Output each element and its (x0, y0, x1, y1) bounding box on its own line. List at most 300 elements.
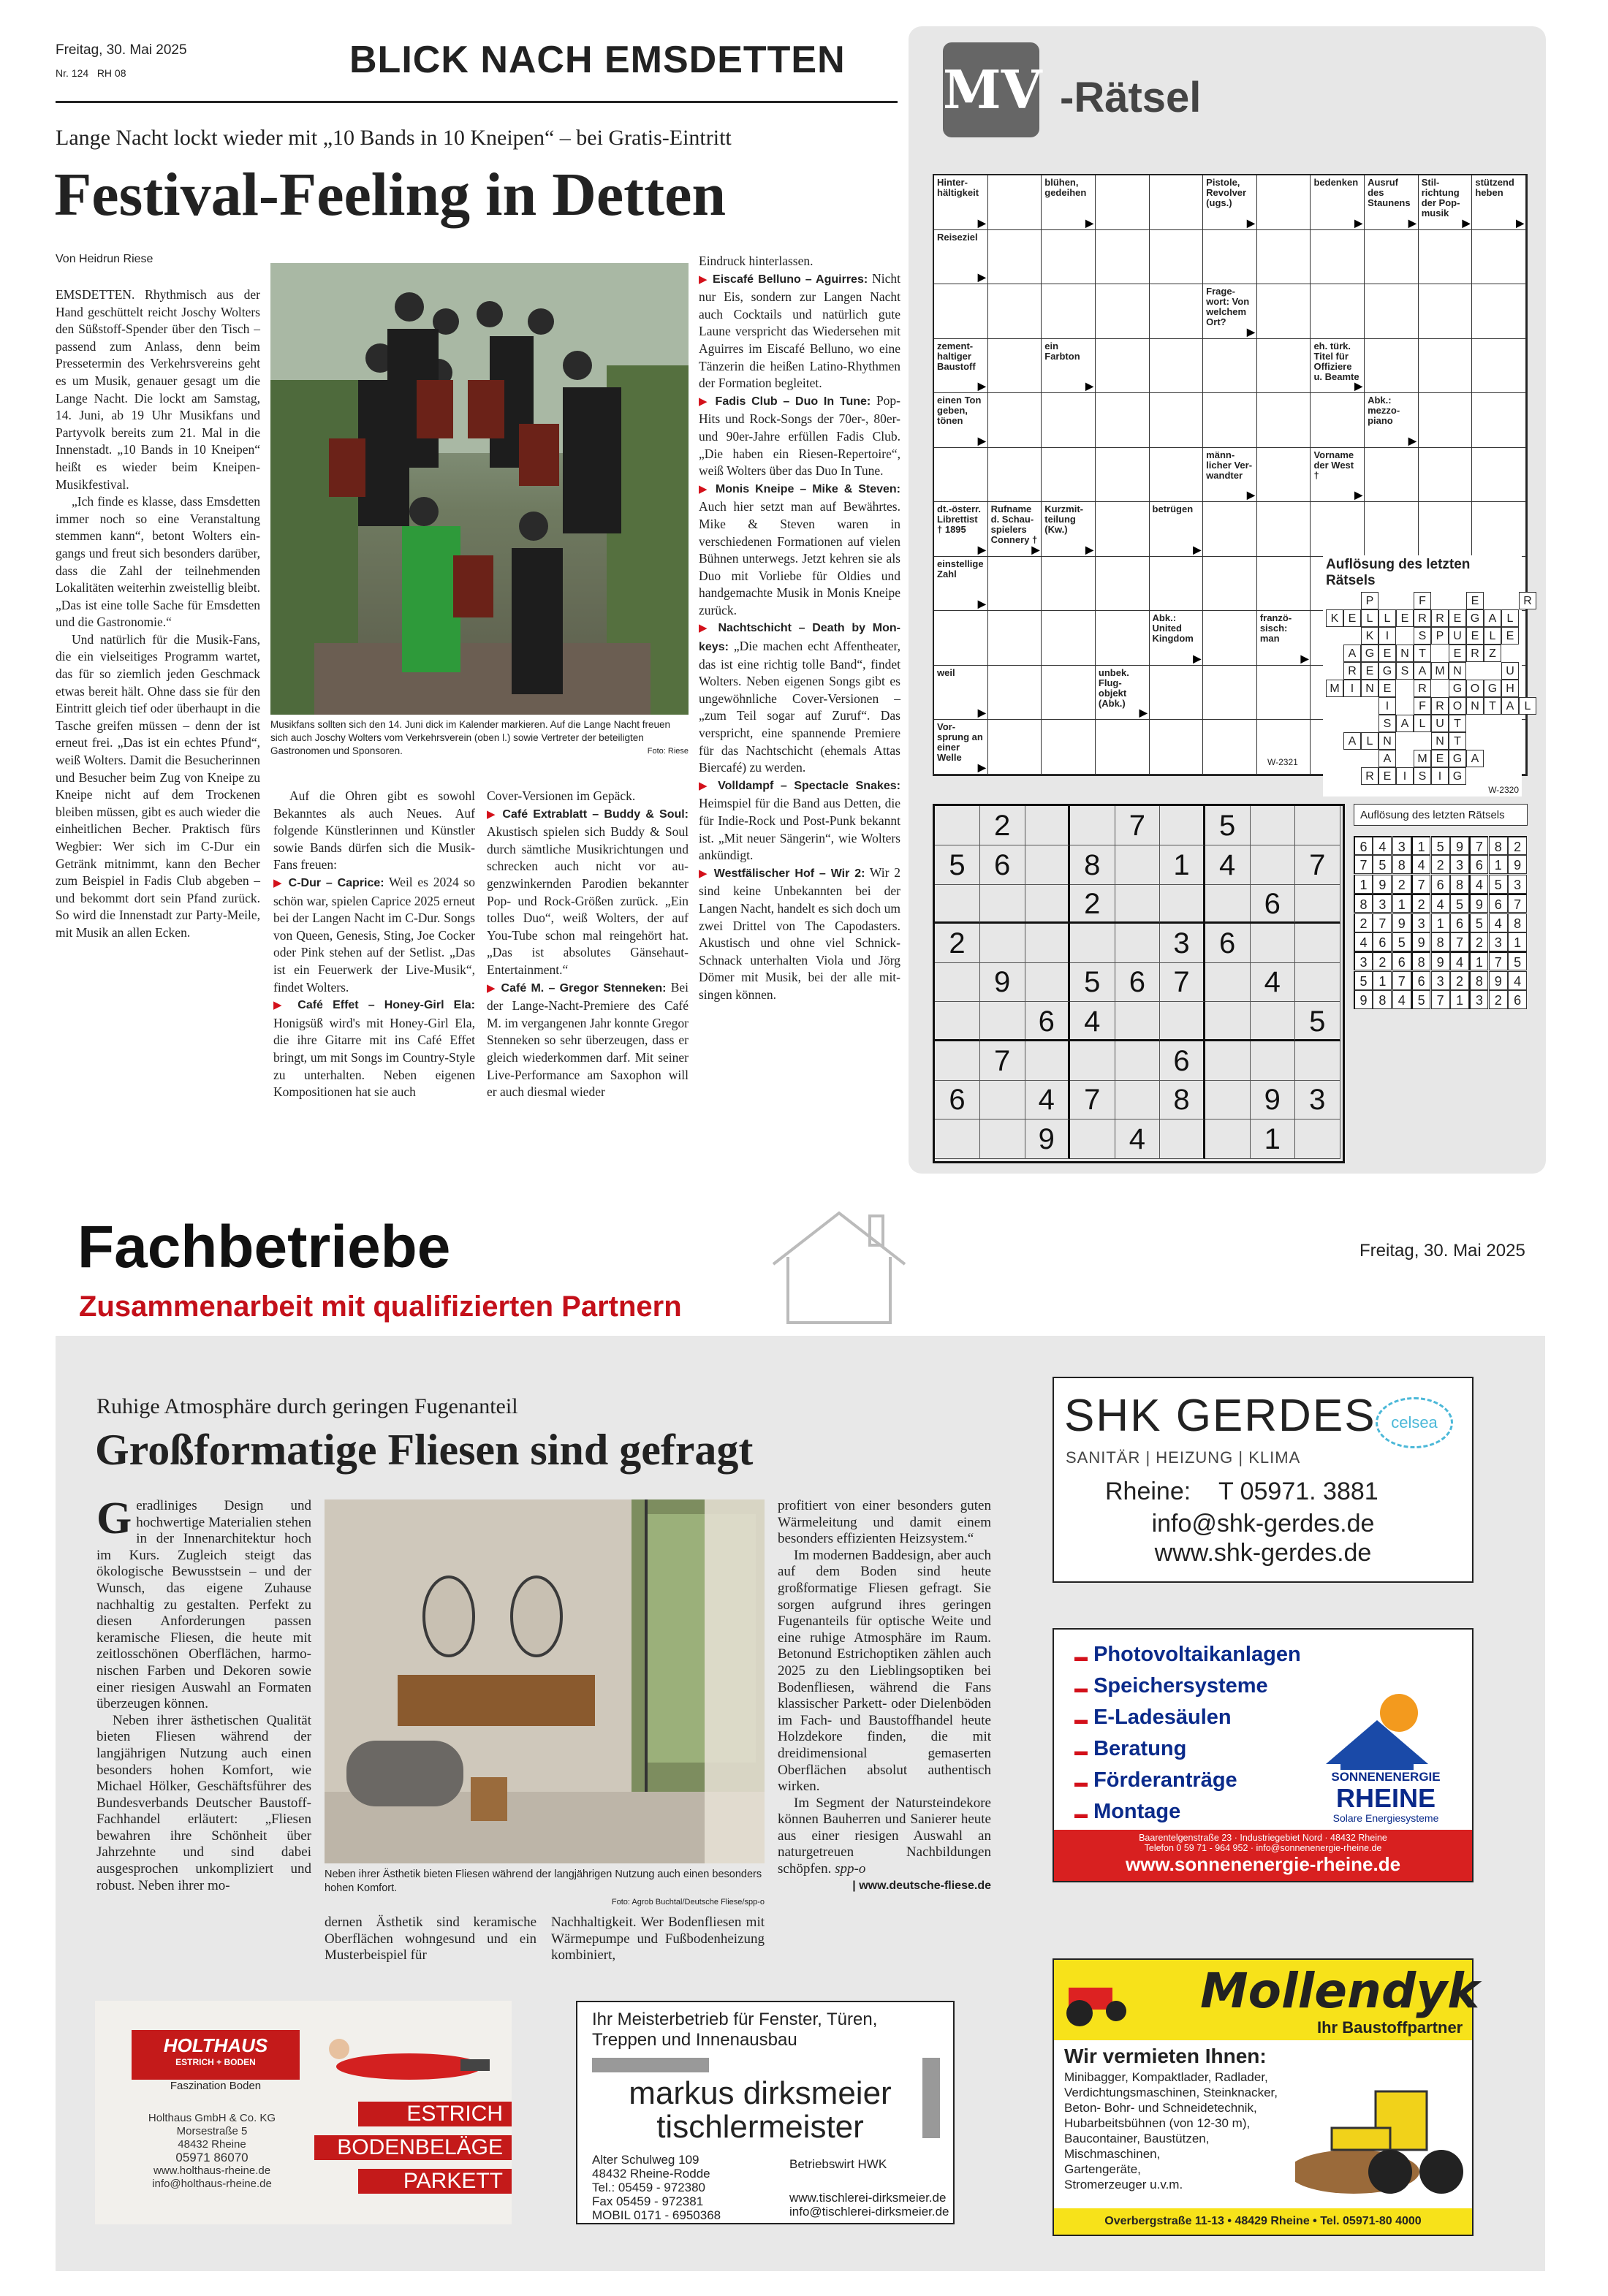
photo-caption: Musikfans sollten sich den 14. Juni dick im Kalender markieren. Auf die Lange Nacht freuen sich auch Joschy Wolters vom Verkehrsverein (oben l.) sowie Vertreter der beteiligten Gastronomen und Sponsoren. Foto: Riese (270, 719, 689, 756)
crossword-clue: französisch: man ▶ (1257, 611, 1311, 666)
article-column-3 (487, 788, 689, 1101)
sudoku-cell[interactable]: 7 (1160, 962, 1205, 1002)
crossword-cell (988, 230, 1042, 285)
dirksmeier-logo-bar (592, 2058, 709, 2072)
sudoku-cell[interactable]: 9 (1250, 1080, 1295, 1120)
ad-mollendyk[interactable] (1053, 1958, 1480, 2236)
crossword-clue: betrügen ▶ (1150, 502, 1204, 557)
paragraph: Auf die Ohren gibt es sowohl Bekanntes als auch Neues. Auf folgende Künstlerinnen und Künstler sowie Bands dürfen sich die Musik-Fans freuen: (273, 788, 475, 873)
crossword-cell (1257, 284, 1311, 339)
sudoku-solution-cell: 7 (1411, 875, 1430, 894)
sudoku-solution-cell: 4 (1354, 932, 1373, 951)
sudoku-solution-cell: 5 (1411, 990, 1430, 1009)
sudoku-solution-cell: 1 (1431, 913, 1450, 932)
sudoku-cell[interactable] (1070, 806, 1115, 845)
crossword-clue: einen Ton geben, tönen ▶ (934, 393, 988, 448)
sudoku-cell[interactable]: 4 (1115, 1120, 1160, 1159)
paragraph: Eindruck hinterlassen. (699, 254, 814, 268)
crossword-cell (1203, 230, 1257, 285)
sudoku-cell[interactable] (1295, 1120, 1340, 1159)
sudoku-solution-cell: 8 (1489, 836, 1508, 855)
article-author: Von Heidrun Riese (56, 253, 153, 265)
crossword-cell (1150, 448, 1204, 503)
shk-sub: SANITÄR | HEIZUNG | KLIMA (1066, 1448, 1301, 1467)
sudoku-cell[interactable] (1070, 1041, 1115, 1081)
sudoku-solution-cell: 6 (1450, 913, 1469, 932)
sudoku-cell[interactable]: 7 (980, 1041, 1025, 1081)
mv-logo: MV (943, 42, 1039, 137)
arrow-right-icon: ▶ (1139, 707, 1148, 719)
sudoku-cell[interactable] (935, 962, 980, 1002)
header-rule (56, 101, 898, 103)
sudoku-cell[interactable]: 5 (1295, 1002, 1340, 1041)
solution-letter: L (1361, 609, 1378, 627)
ad-holthaus[interactable] (95, 2001, 512, 2224)
sudoku-cell[interactable]: 6 (1160, 1041, 1205, 1081)
solar-brand-3: Solare Energiesysteme (1332, 1812, 1439, 1824)
issue-date: Freitag, 30. Mai 2025 (56, 42, 187, 58)
sudoku-cell[interactable]: 5 (1205, 806, 1251, 845)
sudoku-cell[interactable] (1160, 1002, 1205, 1041)
service-item: BODENBELÄGE (314, 2135, 512, 2160)
sudoku-cell[interactable]: 7 (1295, 845, 1340, 885)
crossword-cell (988, 448, 1042, 503)
sudoku-cell[interactable]: 6 (1205, 924, 1251, 963)
sudoku-cell[interactable]: 6 (1250, 884, 1295, 924)
solution-letter: A (1501, 697, 1519, 715)
solution-letter: E (1343, 609, 1361, 627)
solar-services (1074, 1640, 1301, 1828)
crossword-clue: Abk.: United Kingdom ▶ (1150, 611, 1204, 666)
arrow-right-icon: ▶ (1085, 380, 1093, 392)
sudoku-cell[interactable] (1025, 924, 1070, 963)
sudoku-cell[interactable] (1070, 924, 1115, 963)
crossword-cell (1150, 393, 1204, 448)
crossword-cell (934, 448, 988, 503)
sudoku-cell[interactable]: 5 (1070, 962, 1115, 1002)
sudoku-solution-cell: 5 (1373, 855, 1392, 874)
solution-letter: I (1378, 697, 1396, 715)
sudoku-solution-cell: 8 (1354, 894, 1373, 913)
solution-letter: S (1414, 627, 1431, 645)
sudoku-cell[interactable] (1205, 1002, 1251, 1041)
crossword-cell (1257, 230, 1311, 285)
solution-letter: O (1466, 680, 1484, 697)
crossword-cell (1311, 284, 1365, 339)
sudoku-cell[interactable] (935, 1041, 980, 1081)
sudoku-cell[interactable] (1205, 1080, 1251, 1120)
solution-letter: T (1449, 732, 1466, 750)
sudoku-cell[interactable] (1025, 962, 1070, 1002)
sudoku-cell[interactable]: 8 (1070, 845, 1115, 885)
sudoku-cell[interactable] (1295, 884, 1340, 924)
sudoku-cell[interactable]: 4 (1025, 1080, 1070, 1120)
dirksmeier-contact: Alter Schulweg 109 48432 Rheine-Rodde Tel.: 05459 - 972380 Fax 05459 - 972381 MOBIL 0171 - 6950368 (592, 2153, 721, 2222)
crossword-cell (1203, 557, 1257, 612)
dirksmeier-logo-bar (922, 2058, 940, 2138)
ad-sonnenenergie[interactable] (1053, 1628, 1474, 1882)
solution-letter: A (1414, 662, 1431, 680)
sudoku-solution-cell: 6 (1392, 951, 1411, 970)
sudoku-cell[interactable] (1115, 1041, 1160, 1081)
sudoku-solution-cell: 1 (1392, 894, 1411, 913)
sudoku-solution-cell: 8 (1411, 951, 1430, 970)
sudoku-cell[interactable]: 5 (935, 845, 980, 885)
sudoku-solution-cell: 5 (1469, 913, 1488, 932)
sudoku-cell[interactable]: 2 (935, 924, 980, 963)
sudoku-solution-cell: 5 (1450, 894, 1469, 913)
solar-web[interactable]: www.sonnenenergie-rheine.de (1125, 1853, 1401, 1875)
sudoku-cell[interactable] (1025, 806, 1070, 845)
sudoku-cell[interactable] (1295, 962, 1340, 1002)
holthaus-logo: HOLTHAUS ESTRICH + BODEN (132, 2030, 300, 2080)
sudoku-solution-cell: 8 (1373, 990, 1392, 1009)
sudoku-solution-cell: 3 (1411, 913, 1430, 932)
sudoku-cell[interactable] (1295, 1041, 1340, 1081)
crossword-clue: ein Farbton ▶ (1042, 339, 1096, 394)
tractor-icon (1061, 1966, 1142, 2031)
fliesen-column-4 (778, 1498, 991, 1894)
sudoku-cell[interactable] (1115, 884, 1160, 924)
sudoku-cell[interactable]: 7 (1070, 1080, 1115, 1120)
solution-letter: R (1466, 645, 1484, 662)
solution-letter: I (1431, 767, 1449, 785)
solar-brand-1: SONNENENERGIE (1331, 1770, 1441, 1784)
sudoku-solution-cell: 7 (1431, 990, 1450, 1009)
solution-letter: P (1361, 592, 1378, 609)
crossword-cell (1203, 611, 1257, 666)
sudoku-solution-cell: 8 (1431, 932, 1450, 951)
crossword-cell (1365, 284, 1419, 339)
sudoku-solution-cell: 5 (1489, 875, 1508, 894)
crossword-cell (1257, 175, 1311, 230)
solar-footer (1054, 1830, 1472, 1881)
article-column-2 (273, 788, 475, 1101)
crossword-cell (1311, 230, 1365, 285)
article-headline: Festival-Feeling in Detten (54, 161, 727, 229)
solution-letter: E (1449, 645, 1466, 662)
sudoku-cell[interactable]: 4 (1205, 845, 1251, 885)
sudoku-cell[interactable] (935, 806, 980, 845)
sudoku-cell[interactable] (1160, 884, 1205, 924)
crossword-clue: Reiseziel ▶ (934, 230, 988, 285)
sudoku-solution-cell: 1 (1508, 932, 1527, 951)
sudoku-cell[interactable] (980, 1120, 1025, 1159)
service-item: ▬ Förderanträge (1074, 1768, 1237, 1792)
list-item: Beton- Bohr- und Schneidetechnik, (1064, 2101, 1257, 2115)
sudoku-solution-cell: 9 (1450, 836, 1469, 855)
sudoku-solution-cell: 4 (1431, 894, 1450, 913)
sudoku-solution-cell: 3 (1450, 855, 1469, 874)
sudoku-cell[interactable] (1295, 924, 1340, 963)
sudoku-solution-cell: 7 (1469, 836, 1488, 855)
sudoku-cell[interactable]: 2 (1070, 884, 1115, 924)
crossword-cell (1150, 666, 1204, 721)
crossword-clue: Vorname der West † ▶ (1311, 448, 1365, 503)
crossword-clue: bedenken ▶ (1311, 175, 1365, 230)
solar-contact: Telefon 0 59 71 - 964 952 · info@sonnenenergie-rheine.de (1144, 1843, 1382, 1853)
crossword-cell (1150, 284, 1204, 339)
solution-letter: L (1484, 627, 1501, 645)
paragraph: Neben ihrer ästhetischen Qualität bieten Fliesen während der langjährigen Nutzung auch einen besonders hohen Komfort, wie Michael Hölker, Geschäftsführer des Bundesverbands Deutscher Baustoff-Fachhandel erläutert: „Fliesen bewahren ihre Schönheit über Jahrzehnte und sind dabei ausgesprochen unkompliziert und robust. Neben ihrer mo- (96, 1712, 311, 1893)
solution-letter: N (1378, 732, 1396, 750)
list-item: Verdichtungsmaschinen, Steinknacker, (1064, 2086, 1278, 2099)
crossword-cell (1257, 339, 1311, 394)
shk-web[interactable]: www.shk-gerdes.de (1154, 1539, 1372, 1567)
crossword-clue: Pistole, Revolver (ugs.) ▶ (1203, 175, 1257, 230)
arrow-right-icon: ▶ (1300, 652, 1309, 664)
sudoku-cell[interactable] (1250, 806, 1295, 845)
crossword-cell (1472, 230, 1526, 285)
sudoku-cell[interactable]: 3 (1295, 1080, 1340, 1120)
crossword-cell (1365, 339, 1419, 394)
sudoku-cell[interactable] (935, 1002, 980, 1041)
sudoku-solution-cell: 2 (1469, 932, 1488, 951)
sudoku-cell[interactable] (980, 1002, 1025, 1041)
paragraph: dernen Ästhetik sind keramische Oberflächen wohngesund und ein Musterbeispiel für (325, 1915, 536, 1964)
crossword-cell (1365, 502, 1419, 557)
sudoku-solution-cell: 6 (1411, 971, 1430, 990)
crossword-clue: Fragewort: Von welchem Ort? ▶ (1203, 284, 1257, 339)
sudoku-solution-cell: 3 (1373, 894, 1392, 913)
crossword-cell (1257, 393, 1311, 448)
article-column-4 (699, 253, 900, 1004)
solution-letter: N (1449, 662, 1466, 680)
solution-letter: T (1484, 697, 1501, 715)
sudoku-solution-cell: 4 (1469, 875, 1488, 894)
crossword-clue: Abk.: mezzopiano ▶ (1365, 393, 1419, 448)
sudoku-cell[interactable]: 9 (1025, 1120, 1070, 1159)
solution-letter: S (1414, 767, 1431, 785)
solution-letter: L (1519, 697, 1536, 715)
sudoku-cell[interactable] (1025, 1041, 1070, 1081)
holthaus-tagline: Faszination Boden (170, 2080, 262, 2092)
sudoku-cell[interactable]: 3 (1160, 924, 1205, 963)
crossword-cell (1150, 557, 1204, 612)
arrow-right-icon: ▶ (977, 380, 986, 392)
solution-letter: M (1431, 662, 1449, 680)
crossword-cell (1203, 339, 1257, 394)
sudoku-cell[interactable]: 4 (1070, 1002, 1115, 1041)
crossword-cell (1419, 448, 1473, 503)
solution-letter: T (1449, 715, 1466, 732)
arrow-right-icon: ▶ (1408, 216, 1417, 229)
sudoku-cell[interactable]: 9 (980, 962, 1025, 1002)
crossword-cell (1419, 339, 1473, 394)
crossword-clue: dt.-österr. Librettist † 1895 ▶ (934, 502, 988, 557)
crossword-clue: Rufname d. Schauspielers Connery † ▶ (988, 502, 1042, 557)
sudoku-cell[interactable] (1115, 845, 1160, 885)
crossword-cell (1257, 557, 1311, 612)
solution-code: W-2320 (1488, 785, 1519, 795)
sudoku-cell[interactable] (1250, 924, 1295, 963)
crossword-cell (1150, 230, 1204, 285)
solution-letter: N (1466, 697, 1484, 715)
sudoku-cell[interactable] (1250, 845, 1295, 885)
caption-credit: Foto: Agrob Buchtal/Deutsche Fliese/spp-o (611, 1898, 765, 1907)
arrow-right-icon: ▶ (1408, 434, 1417, 446)
sudoku-cell[interactable]: 7 (1115, 806, 1160, 845)
sudoku-cell[interactable]: 2 (980, 806, 1025, 845)
sudoku-solution-cell: 6 (1431, 875, 1450, 894)
solution-letter: K (1326, 609, 1343, 627)
sudoku-cell[interactable] (1025, 845, 1070, 885)
sudoku-cell[interactable] (1205, 1041, 1251, 1081)
paragraph: eradliniges Design und hochwertige Materialien stehen in der Innenarchitektur hoch im Kurs. Zugleich steigt das ökologische Bewusstsein – und der Wunsch, das eigene Zuhause nachhaltig zu gestalten. Perfekt zu diesen Anforderungen passen keramische Fliesen, die heute mit zeitlosschönen Oberflächen, harmonischen Farben und Dekoren sowie einer riesigen Auswahl an Formaten überzeugen können. (96, 1498, 311, 1712)
ad-dirksmeier[interactable] (576, 2001, 955, 2224)
crossword-cell (1472, 284, 1526, 339)
solution-letter: A (1466, 750, 1484, 767)
mollendyk-list (1064, 2069, 1278, 2192)
sudoku-cell[interactable]: 6 (1115, 962, 1160, 1002)
sudoku-solution-cell: 9 (1354, 990, 1373, 1009)
arrow-right-icon: ▶ (977, 271, 986, 284)
sudoku-cell[interactable] (1295, 806, 1340, 845)
sudoku-cell[interactable] (1115, 1080, 1160, 1120)
sudoku-solution-cell: 7 (1489, 951, 1508, 970)
sudoku-solution-cell: 4 (1392, 990, 1411, 1009)
crossword-cell (1096, 448, 1150, 503)
web-link[interactable]: | www.deutsche-fliese.de (852, 1879, 991, 1892)
solution-letter: G (1361, 645, 1378, 662)
sudoku-cell[interactable] (1160, 806, 1205, 845)
sudoku-cell[interactable]: 8 (1160, 1080, 1205, 1120)
sudoku-cell[interactable] (980, 1080, 1025, 1120)
arrow-right-icon: ▶ (1031, 543, 1040, 555)
sudoku-cell[interactable] (1205, 884, 1251, 924)
solution-letter: N (1431, 732, 1449, 750)
sudoku-cell[interactable] (1205, 962, 1251, 1002)
crossword-clue: Hinterhältigkeit ▶ (934, 175, 988, 230)
list-item: ▶ Nachtschicht – Death by Monkeys: „Die machen echt Affentheater, das ist eine richtig tolle Band“, findet Wolters. Neben eigenen Songs gibt es ungewöhnliche Cover-Versionen – „zum Teil sogar auf Zuruf“. Das verspricht, eine spannende Premiere für das Nachtschicht (ehemals Attas Biercafé) zu werden. (699, 622, 900, 775)
list-item: ▶ Café Effet – Honey-Girl Ela: Honigsüß wird's mit Honey-Girl Ela, die ihre Gitarre mit ins Café Effet bringt, um mit Songs im Country-Style zu unterhalten. Neben eigenen Kompositionen hat sie auch (273, 999, 475, 1100)
sudoku-cell[interactable] (935, 1120, 980, 1159)
solution-letter: N (1361, 680, 1378, 697)
solution-letter: L (1378, 609, 1396, 627)
solution-letter: Z (1484, 645, 1501, 662)
sudoku-cell[interactable]: 1 (1160, 845, 1205, 885)
solution-letter: N (1396, 645, 1414, 662)
sudoku-solution-cell: 8 (1392, 855, 1411, 874)
sudoku-cell[interactable] (1070, 1120, 1115, 1159)
sudoku-cell[interactable] (1205, 1120, 1251, 1159)
solution-letter: G (1449, 750, 1466, 767)
sudoku-solution-cell: 5 (1508, 951, 1527, 970)
solution-letter: G (1378, 662, 1396, 680)
solution-letter: S (1378, 715, 1396, 732)
sudoku-cell[interactable] (1250, 1002, 1295, 1041)
service-item: ▬ Photovoltaikanlagen (1074, 1643, 1301, 1666)
sudoku-solution-cell: 8 (1469, 971, 1488, 990)
sudoku-cell[interactable] (980, 884, 1025, 924)
dirksmeier-web[interactable]: www.tischlerei-dirksmeier.de info@tischlerei-dirksmeier.de (789, 2191, 949, 2219)
sudoku-cell[interactable] (1160, 1120, 1205, 1159)
shk-email[interactable]: info@shk-gerdes.de (1151, 1510, 1375, 1537)
sudoku-solution-cell: 2 (1508, 836, 1527, 855)
sudoku-cell[interactable]: 6 (935, 1080, 980, 1120)
sudoku-solution-cell: 3 (1508, 875, 1527, 894)
crossword-cell (988, 393, 1042, 448)
sudoku-cell[interactable]: 1 (1250, 1120, 1295, 1159)
dropcap: G (96, 1494, 132, 1543)
crossword-cell (934, 284, 988, 339)
sudoku-cell[interactable] (980, 924, 1025, 963)
list-item: ▶ Monis Kneipe – Mike & Steven: Auch hier setzt man auf Bewährtes. Mike & Steven waren in verschiedenen Formationen auf vielen Bühnen unterwegs. Jetzt kehren sie als Duo mit Vorliebe für Oldies und handgemachte Musik in Monis Kneipe zurück. (699, 482, 900, 617)
crossword-clue: weil ▶ (934, 666, 988, 721)
sudoku-solution-cell: 7 (1392, 971, 1411, 990)
fachbetriebe-subtitle: Zusammenarbeit mit qualifizierten Partnern (79, 1290, 682, 1323)
sudoku-solution-cell: 6 (1469, 855, 1488, 874)
sudoku-solution-cell: 9 (1489, 971, 1508, 990)
sudoku-solution-cell: 8 (1508, 913, 1527, 932)
crossword-cell (988, 175, 1042, 230)
sudoku-cell[interactable] (1115, 924, 1160, 963)
sudoku-solution-cell: 5 (1392, 932, 1411, 951)
sudoku-cell[interactable] (1025, 884, 1070, 924)
sudoku-cell[interactable] (935, 884, 980, 924)
list-item: Baucontainer, Baustützen, (1064, 2132, 1210, 2145)
crossword-clue: männlicher Verwandter ▶ (1203, 448, 1257, 503)
crossword-cell (1365, 230, 1419, 285)
sudoku-solution-title: Auflösung des letzten Rätsels (1354, 804, 1528, 826)
solution-letter: R (1414, 609, 1431, 627)
crossword-cell (1096, 557, 1150, 612)
arrow-right-icon: ▶ (977, 216, 986, 229)
crossword-clue: stützend heben ▶ (1472, 175, 1526, 230)
solution-letter: E (1431, 750, 1449, 767)
sudoku-cell[interactable] (1250, 1041, 1295, 1081)
solution-letter: E (1378, 767, 1396, 785)
sudoku-cell[interactable]: 4 (1250, 962, 1295, 1002)
sudoku-cell[interactable]: 6 (1025, 1002, 1070, 1041)
crossword-cell (1203, 666, 1257, 721)
sudoku-solution-cell: 6 (1354, 836, 1373, 855)
list-item: Hubarbeitsbühnen (von 12-30 m), (1064, 2116, 1251, 2130)
paragraph: Und natürlich für die Musik-Fans, die ein vielseitiges Programm wartet, das für so ziemlich jeden Geschmack etwas bereit hält. Ohne dass sie für den Eintritt gleich tief oder überhaupt in die Tasche greifen müssen – denn der ist erneut frei. „Das ist ein echtes Pfund“, weiß Wolters. Damit die Besucherinnen und Besucher beim Zug von Kneipe zu Kneipe nicht auf dem Trockenen bleiben müssen, gibt es auch wieder die einheitlichen Becher. Praktisch fürs Wegbier: Wer sich im C-Dur ein Getränk mitnimmt, kann den Becher zum Beispiel in Fadis Club abgeben – und bekommt dort sein Pfand zurück. So wird die Innenstadt zur Party-Meile, mit Musik an allen Ecken. (56, 631, 260, 940)
sudoku-solution-cell: 4 (1450, 951, 1469, 970)
arrow-right-icon: ▶ (977, 761, 986, 773)
sudoku-cell[interactable]: 6 (980, 845, 1025, 885)
sudoku-solution-cell: 9 (1392, 913, 1411, 932)
service-item: ▬ Speichersysteme (1074, 1674, 1268, 1698)
house-icon (766, 1206, 912, 1330)
solution-letter: E (1501, 627, 1519, 645)
celsea-logo: celsea (1376, 1397, 1453, 1448)
solution-letter: E (1378, 680, 1396, 697)
solution-letter: I (1396, 767, 1414, 785)
wheel-loader-icon (1295, 2062, 1471, 2201)
paragraph: Im modernen Baddesign, aber auch auf dem Boden sind heute großformatige Fliesen gefragt. Sie sorgen aufgrund ihres geringen Fugenanteils für optische Weite und eine ruhige Atmosphäre im Raum. Betonund Estrichoptiken zählen auch 2025 zu den Lieblingsoptiken bei Bodenfliesen, während die Fans klassischer Parkett- oder Dielenböden im Fach- und Baustoffhandel heute Holzdekore finden, die mit dreidimensional gemaserten Oberflächen absolut authentisch wirken. (778, 1547, 991, 1795)
sudoku-solution-cell: 6 (1489, 894, 1508, 913)
arrow-right-icon: ▶ (1193, 543, 1202, 555)
crossword-clue: Ausruf des Staunens ▶ (1365, 175, 1419, 230)
solution-letter: R (1343, 662, 1361, 680)
paragraph: EMSDETTEN. Rhythmisch aus der Hand geschüttelt reicht Joschy Wolters den Süßstoff-Spender über den Tisch – passend zum Anlass, denn beim Pressetermin des Verkehrsvereins geht es um Musik, genauer gesagt um die Lange Nacht. Die lockt am Samstag, 14. Juni, ab 19 Uhr Musikfans und Partyvolk bereits zum 21. Mal in die Innenstadt. „10 Bands in 10 Kneipen“ heißt es wieder beim Kneipen-Musikfestival. (56, 287, 260, 492)
ad-shk-gerdes[interactable] (1053, 1377, 1474, 1583)
crossword-cell (1257, 502, 1311, 557)
article-column-1 (56, 286, 260, 942)
solution-letter: G (1484, 680, 1501, 697)
sudoku-solution-cell: 2 (1392, 875, 1411, 894)
sudoku-solution-cell: 4 (1411, 855, 1430, 874)
solution-letter: O (1449, 697, 1466, 715)
dirksmeier-intro: Ihr Meisterbetrieb für Fenster, Türen, Treppen und Innenausbau (592, 2010, 878, 2050)
raetsel-title: -Rätsel (1060, 74, 1202, 121)
crossword-cell (1042, 448, 1096, 503)
solution-letter: P (1431, 627, 1449, 645)
solution-letter: R (1414, 680, 1431, 697)
sudoku-cell[interactable] (1115, 1002, 1160, 1041)
